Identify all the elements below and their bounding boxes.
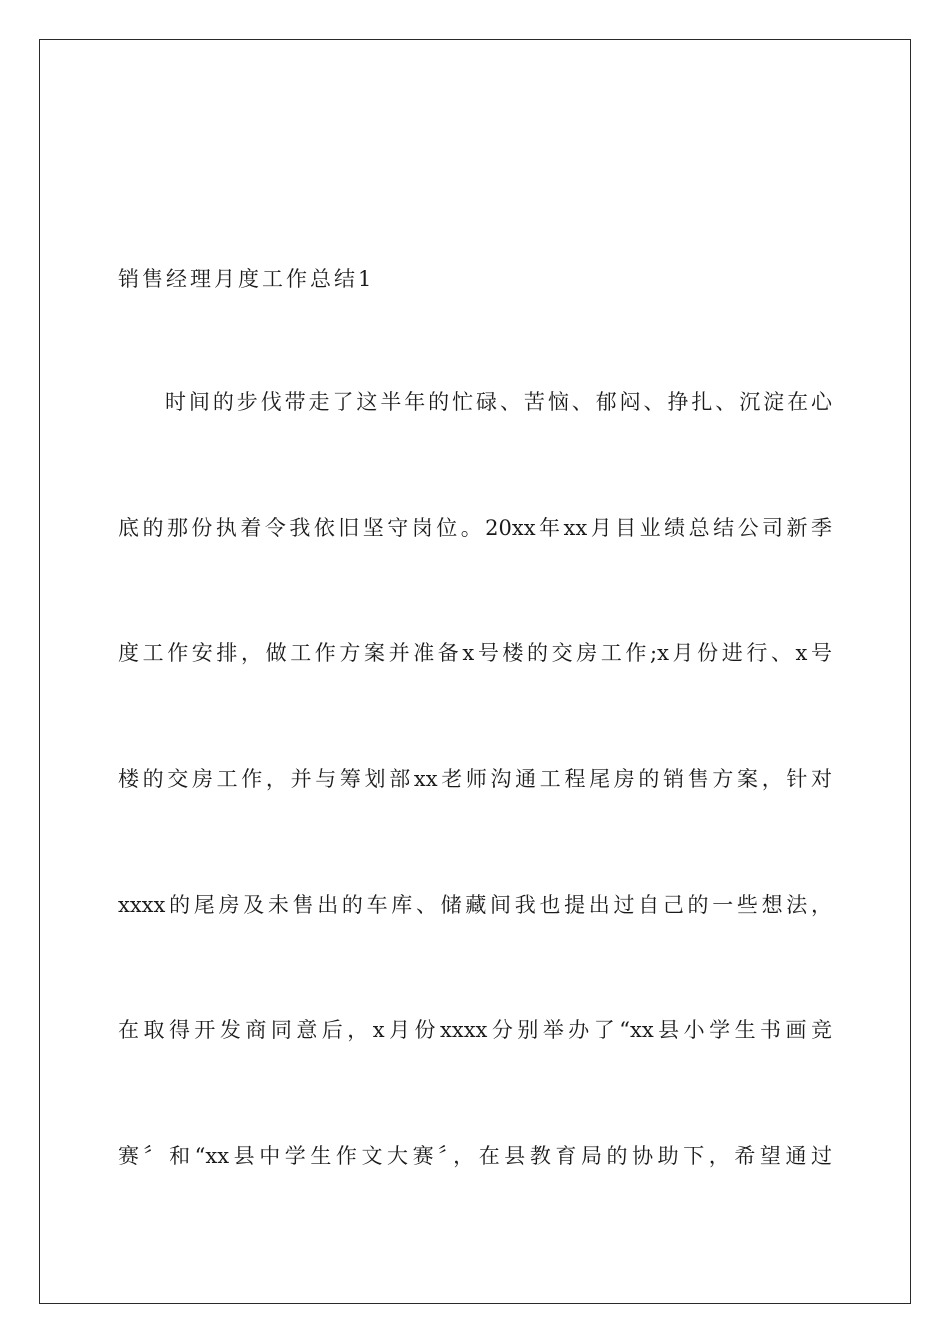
paragraph-line-7: 赛〞和“xx县中学生作文大赛〞，在县教育局的协助下，希望通过 — [118, 1144, 832, 1168]
paragraph-line-2: 底的那份执着令我依旧坚守岗位。20xx年xx月目业绩总结公司新季 — [118, 516, 832, 540]
paragraph-line-4: 楼的交房工作，并与筹划部xx老师沟通工程尾房的销售方案，针对 — [118, 767, 832, 791]
page-border — [39, 39, 911, 1304]
paragraph-line-5: xxxx的尾房及未售出的车库、储藏间我也提出过自己的一些想法， — [118, 893, 832, 917]
paragraph-line-1: 时间的步伐带走了这半年的忙碌、苦恼、郁闷、挣扎、沉淀在心 — [165, 390, 832, 414]
paragraph-line-6: 在取得开发商同意后，x月份xxxx分别举办了“xx县小学生书画竞 — [118, 1018, 832, 1042]
document-title: 销售经理月度工作总结1 — [118, 267, 375, 291]
paragraph-line-3: 度工作安排，做工作方案并准备x号楼的交房工作;x月份进行、x号 — [118, 641, 832, 665]
